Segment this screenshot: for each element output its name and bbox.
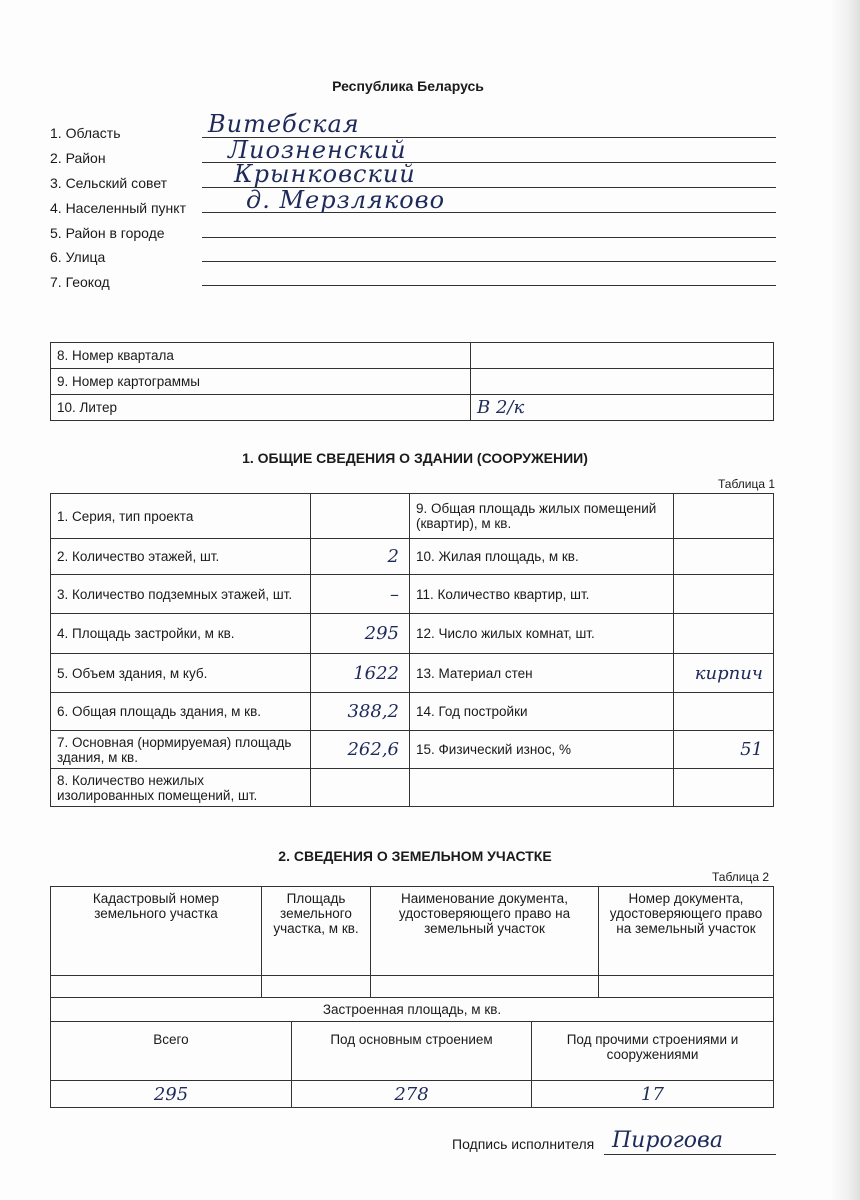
table-row (51, 395, 774, 421)
header-built-main: Под основным строением (292, 1022, 532, 1081)
row4-right-label: 12. Число жилых комнат, шт. (410, 614, 674, 654)
table-row (51, 614, 774, 654)
cell-document-number (599, 976, 774, 998)
field-label-street: 6. Улица (50, 249, 106, 265)
value-built-main: 278 (292, 1081, 532, 1108)
row1-right-label: 9. Общая площадь жилых помещений (квартир), м кв. (410, 494, 674, 539)
signature-label: Подпись исполнителя (452, 1136, 595, 1152)
field-label-region: 1. Область (50, 125, 121, 141)
section2-title: 2. СВЕДЕНИЯ О ЗЕМЕЛЬНОМ УЧАСТКЕ (278, 848, 552, 864)
row2-right-label: 10. Жилая площадь, м кв. (410, 539, 674, 575)
row2-right-value (674, 539, 774, 575)
cell-document-name (371, 976, 599, 998)
quarter-label: 8. Номер квартала (51, 343, 471, 369)
field-value-settlement: д. Мерзляково (246, 186, 446, 214)
header-document-name: Наименование документа, удостоверяющего право на земельный участок (371, 887, 599, 976)
field-label-district: 2. Район (50, 150, 106, 166)
row8-right-label (410, 769, 674, 807)
field-line-city-district (202, 237, 776, 238)
built-area-title: Застроенная площадь, м кв. (51, 998, 774, 1022)
liter-value: В 2/к (471, 395, 774, 421)
table-row (51, 654, 774, 693)
page-edge-shadow (830, 0, 860, 1200)
row4-left-label: 4. Площадь застройки, м кв. (51, 614, 311, 654)
table-row (51, 1081, 774, 1108)
country-heading: Республика Беларусь (332, 78, 484, 94)
row8-left-label: 8. Количество нежилых изолированных помещений, шт. (51, 769, 311, 807)
row4-left-value: 295 (311, 614, 410, 654)
row8-right-value (674, 769, 774, 807)
table-row (51, 769, 774, 807)
row7-right-label: 15. Физический износ, % (410, 731, 674, 769)
field-label-settlement: 4. Населенный пункт (50, 200, 186, 216)
row7-left-label: 7. Основная (нормируемая) площадь здания, м кв. (51, 731, 311, 769)
field-line-street (202, 261, 776, 262)
signature-line (604, 1154, 776, 1155)
row8-left-value (311, 769, 410, 807)
table-row (51, 1022, 774, 1081)
field-label-village-council: 3. Сельский совет (50, 175, 168, 191)
table-row (51, 539, 774, 575)
header-document-number: Номер документа, удостоверяющего право на земельный участок (599, 887, 774, 976)
table-row (51, 731, 774, 769)
row2-left-value: 2 (311, 539, 410, 575)
table-row (51, 976, 774, 998)
row3-right-label: 11. Количество квартир, шт. (410, 575, 674, 614)
table1-label: Таблица 1 (718, 477, 776, 491)
table-row (51, 887, 774, 976)
row5-left-label: 5. Объем здания, м куб. (51, 654, 311, 693)
value-built-total: 295 (51, 1081, 292, 1108)
table-row (51, 343, 774, 369)
row3-right-value (674, 575, 774, 614)
cartogram-label: 9. Номер картограммы (51, 369, 471, 395)
signature-value: Пирогова (612, 1128, 723, 1153)
cell-plot-area (262, 976, 371, 998)
row3-left-value: – (311, 575, 410, 614)
value-built-other: 17 (532, 1081, 774, 1108)
quarter-value (471, 343, 774, 369)
table-row (51, 494, 774, 539)
land-plot-table (50, 886, 774, 998)
liter-label: 10. Литер (51, 395, 471, 421)
row3-left-label: 3. Количество подземных этажей, шт. (51, 575, 311, 614)
cell-cadastral-number (51, 976, 262, 998)
field-line-geocode (202, 285, 776, 286)
table2-label: Таблица 2 (712, 870, 770, 884)
header-plot-area: Площадь земельного участка, м кв. (262, 887, 371, 976)
built-area-table (50, 997, 774, 1108)
field-label-geocode: 7. Геокод (50, 274, 110, 290)
field-value-village-council: Крынковский (234, 160, 416, 188)
header-built-other: Под прочими строениями и сооружениями (532, 1022, 774, 1081)
row5-left-value: 1622 (311, 654, 410, 693)
table-row (51, 369, 774, 395)
row6-left-value: 388,2 (311, 693, 410, 731)
header-cadastral-number: Кадастровый номер земельного участка (51, 887, 262, 976)
row6-right-value (674, 693, 774, 731)
table-row (51, 998, 774, 1022)
row4-right-value (674, 614, 774, 654)
row1-left-label: 1. Серия, тип проекта (51, 494, 311, 539)
field-value-region: Витебская (208, 110, 360, 138)
row7-left-value: 262,6 (311, 731, 410, 769)
field-value-district: Лиозненский (228, 136, 407, 164)
row5-right-label: 13. Материал стен (410, 654, 674, 693)
field-label-city-district: 5. Район в городе (50, 225, 165, 241)
row1-right-value (674, 494, 774, 539)
row7-right-value: 51 (674, 731, 774, 769)
cartogram-value (471, 369, 774, 395)
building-info-table (50, 493, 774, 807)
row6-right-label: 14. Год постройки (410, 693, 674, 731)
row1-left-value (311, 494, 410, 539)
table-row (51, 575, 774, 614)
row6-left-label: 6. Общая площадь здания, м кв. (51, 693, 311, 731)
quarter-table (50, 342, 774, 421)
header-built-total: Всего (51, 1022, 292, 1081)
section1-title: 1. ОБЩИЕ СВЕДЕНИЯ О ЗДАНИИ (СООРУЖЕНИИ) (242, 450, 588, 466)
table-row (51, 693, 774, 731)
row5-right-value: кирпич (674, 654, 774, 693)
row2-left-label: 2. Количество этажей, шт. (51, 539, 311, 575)
